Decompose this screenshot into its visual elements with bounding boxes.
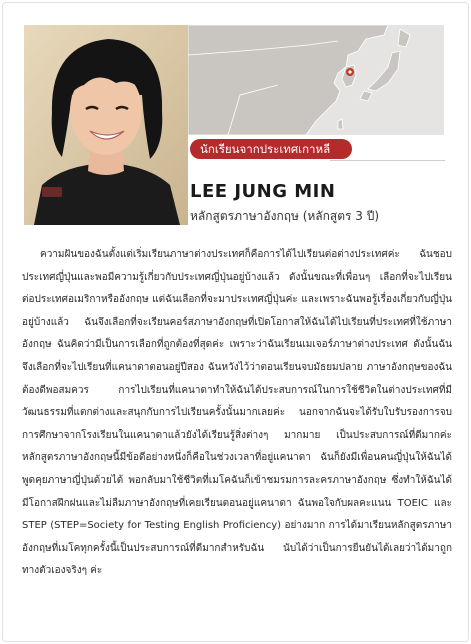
program-label: หลักสูตรภาษาอังกฤษ (หลักสูตร 3 ปี) [190,209,380,223]
asia-map [188,25,444,135]
country-tag [190,139,340,159]
student-name: LEE JUNG MIN [190,181,336,202]
student-photo [24,25,188,225]
divider [330,160,445,161]
country-tag-label: นักเรียนจากประเทศเกาหลี [200,142,331,156]
testimonial-text: ความฝันของฉันตั้งแต่เริ่มเรียนภาษาต่างประเทศก็คือการได้ไปเรียนต่อต่างประเทศค่ะ ฉันชอบประเทศญี่ปุ่นและพอมีความรู้เกี่ยวกับประเทศญี่ปุ่นอยู่บ้างแล้ว ดังนั้นขณะที่เพื่อนๆ เลือกที่จะไปเรียนต่อประเทศอเมริกาหรืออังกฤษ แต่ฉันเลือกที่จะมาประเทศญี่ปุ่นค่ะ และเพราะฉันพอรู้เรื่องเกี่ยวกับญี่ปุ่นอยู่บ้างแล้ว ฉันจึงเลือกที่จะเรียนคอร์สภาษาอังกฤษที่เปิดโอกาสให้ฉันได้ไปเรียนที่ประเทศที่ใช้ภาษาอังกฤษ ฉันคิดว่ามีเป็นการเลือกที่ถูกต้องที่สุดค่ะ เพราะว่าฉันเรียนเมเจอร์ภาษาต่างประเทศ ดังนั้นฉันจึงเลือกที่จะไปเรียนที่แคนาดาตอนอยู่ปีสอง ฉันหวังไว้ว่าตอนเรียนจบมัธยมปลาย ภาษาอังกฤษของฉันต้องดีพอสมควร การไปเรียนที่แคนาดาทำให้ฉันได้ประสบการณ์ในการใช้ชีวิตในต่างประเทศที่มีวัฒนธรรมที่แตกต่างและสนุกกับการไปเรียนครั้งนั้นมากเลยค่ะ นอกจากฉันจะได้รับใบรับรองการจบการศึกษาจากโรงเรียนในแคนาดาแล้วยังได้เรียนรู้สิ่งต่างๆ มากมาย เป็นประสบการณ์ที่ดีมากค่ะ หลักสูตรภาษาอังกฤษนี้มีข้อดีอย่างหนึ่งก็คือในช่วงเวลาที่อยู่แคนาดา ฉันก็ยังมีเพื่อนคนญี่ปุ่นให้ฉันได้พูดคุยภาษาญี่ปุ่นด้วยได้ พอกลับมาใช้ชีวิตที่เมโคฉันก็เข้าชมรมการละครภาษาอังกฤษ ซึ่งทำให้ฉันได้มีโอกาสฝึกฝนและไม่ลืมภาษาอังกฤษที่เคยเรียนตอนอยู่แคนาดา ฉันพอใจกับผลคะแนน TOEIC และ STEP (STEP=Society for Testing English Proficiency) อย่างมาก การได้มาเรียนหลักสูตรภาษาอังกฤษที่เมโคทุกครั้งนี้เป็นประสบการณ์ที่ดีมากสำหรับฉัน นับได้ว่าเป็นการยืนยันได้เลยว่าได้มาถูกทางตัวเองจริงๆ ค่ะ [22,249,452,577]
